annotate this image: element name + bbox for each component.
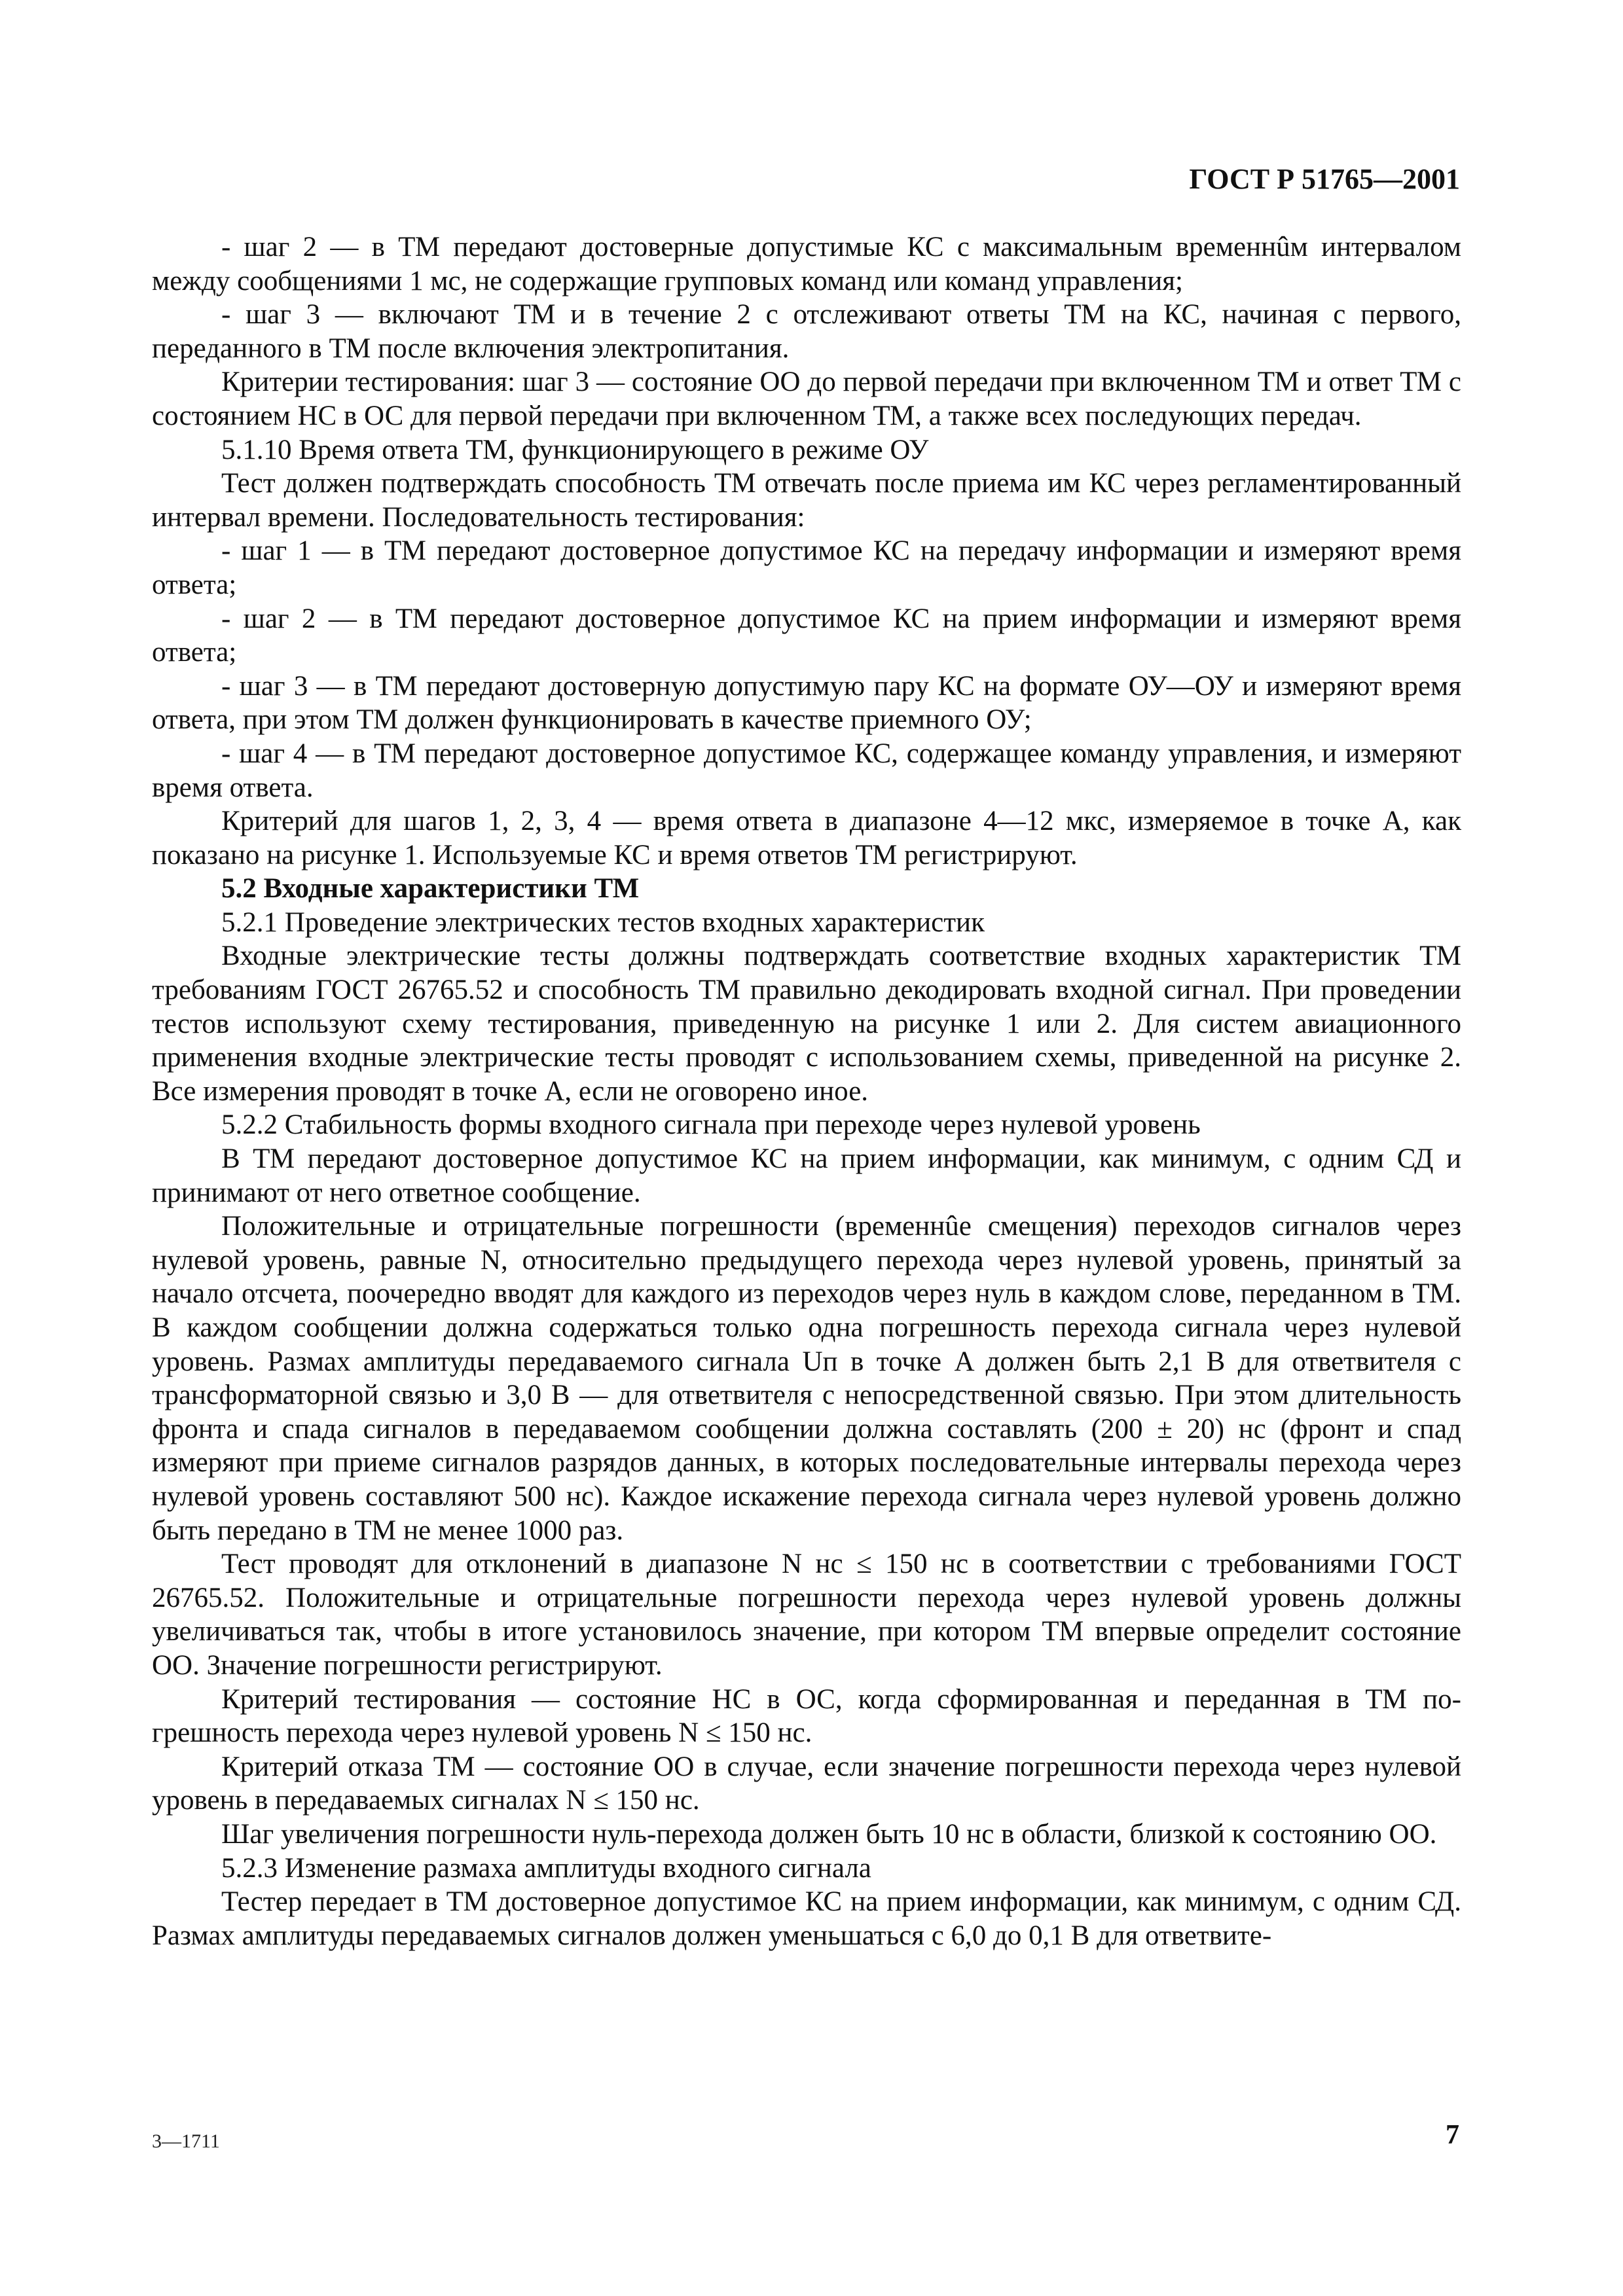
paragraph: Положительные и отрицательные погрешности (временнûе смещения) переходов сигналов через нулевой уровень, равные N, относительно предыдущего перехода через нулевой уровень, принятый за начало отсчета, поочередно вводят для каждого из переходов через нуль в каждом слове, переданном в ТМ. В каждом сообщении должна содержаться только одна погрешность перехода сигнала через нулевой уровень. Размах амплитуды передаваемого сигнала Uп в точке A должен быть 2,1 В для ответвителя с трансформаторной связью и 3,0 В — для ответвителя с непосредственной связью. При этом длительность фронта и спада сигналов в передаваемом сообщении должна составлять (200 ± 20) нс (фронт и спад измеряют при приеме сигналов разрядов данных, в которых последовательные интервалы перехода через нулевой уровень составляют 500 нс). Каждое искажение перехода сигнала через нулевой уровень должно быть передано в ТМ не менее 1000 раз. — [152, 1211, 1461, 1546]
section-heading: 5.2.3 Изменение размаха амплитуды входного сигнала — [221, 1852, 871, 1884]
document-body — [152, 230, 1461, 1952]
print-code: 3—1711 — [152, 2130, 220, 2152]
paragraph: - шаг 3 — включают ТМ и в течение 2 с отслеживают ответы ТМ на КС, начиная с первого, переданного в ТМ после включения электропитания. — [152, 299, 1461, 364]
section-heading: 5.1.10 Время ответа ТМ, функционирующего в режиме ОУ — [221, 434, 929, 465]
paragraph: Тестер передает в ТМ достоверное допустимое КС на прием информации, как минимум, с одним СД. Размах амплитуды передаваемых сигналов должен уменьшаться с 6,0 до 0,1 В для ответвите- — [152, 1886, 1461, 1951]
paragraph: Критерий отказа ТМ — состояние ОО в случае, если значение погрешности перехода через нулевой уровень в передаваемых сигналах N ≤ 150 нс. — [152, 1751, 1461, 1816]
paragraph: Критерии тестирования: шаг 3 — состояние ОО до первой передачи при включенном ТМ и ответ ТМ с состоянием НС в ОС для первой передачи при включенном ТМ, а также всех последующих передач. — [152, 367, 1461, 431]
paragraph: - шаг 3 — в ТМ передают достоверную допустимую пару КС на формате ОУ—ОУ и измеряют время ответа, при этом ТМ должен функционировать в качестве приемного ОУ; — [152, 670, 1461, 736]
paragraph: Критерий тестирования — состояние НС в ОС, когда сформированная и переданная в ТМ погрешность перехода через нулевой уровень N ≤ 150 нс. — [152, 1683, 1461, 1749]
paragraph: В ТМ передают достоверное допустимое КС на прием информации, как минимум, с одним СД и принимают от него ответное сообщение. — [152, 1143, 1461, 1208]
paragraph: - шаг 1 — в ТМ передают достоверное допустимое КС на передачу информации и измеряют время ответа; — [152, 535, 1461, 600]
paragraph: Входные электрические тесты должны подтверждать соответствие входных характеристик ТМ требованиям ГОСТ 26765.52 и способность ТМ правильно декодировать входной сигнал. При проведении тестов используют схему тестирования, приведенную на рисунке 1 или 2. Для систем авиационного применения входные электрические тесты проводят с использованием схемы, приведенной на рисунке 2. Все измерения проводят в точке A, если не оговорено иное. — [152, 941, 1461, 1107]
paragraph: Шаг увеличения погрешности нуль-перехода должен быть 10 нс в области, близкой к состоянию ОО. — [221, 1818, 1437, 1850]
section-heading-bold: 5.2 Входные характеристики ТМ — [221, 873, 640, 905]
section-heading: 5.2.1 Проведение электрических тестов входных характеристик — [221, 906, 985, 938]
paragraph: Критерий для шагов 1, 2, 3, 4 — время ответа в диапазоне 4—12 мкс, измеряемое в точке A, как показано на рисунке 1. Используемые КС и время ответов ТМ регистрируют. — [152, 806, 1461, 870]
section-heading: 5.2.2 Стабильность формы входного сигнала при переходе через нулевой уровень — [221, 1109, 1201, 1141]
paragraph: - шаг 4 — в ТМ передают достоверное допустимое КС, содержащее команду управления, и измеряют время ответа. — [152, 738, 1461, 803]
paragraph: - шаг 2 — в ТМ передают достоверные допустимые КС с максимальным временнûм интервалом между сообщениями 1 мс, не содержащие групповых команд или команд управления; — [152, 232, 1461, 296]
paragraph: Тест проводят для отклонений в диапазоне N нс ≤ 150 нс в соответствии с требованиями ГОСТ 26765.52. Положительные и отрицательные погрешности перехода через нулевой уровень должны увеличиваться так, чтобы в итоге установилось значение, при котором ТМ впервые определит состояние ОО. Значение погрешности регистрируют. — [152, 1549, 1461, 1681]
document-header: ГОСТ Р 51765—2001 — [1189, 163, 1460, 195]
page-number: 7 — [1446, 2120, 1459, 2150]
paragraph: Тест должен подтверждать способность ТМ отвечать после приема им КС через регламентированный интервал времени. Последовательность тестирования: — [152, 468, 1461, 533]
paragraph: - шаг 2 — в ТМ передают достоверное допустимое КС на прием информации и измеряют время ответа; — [152, 603, 1461, 668]
